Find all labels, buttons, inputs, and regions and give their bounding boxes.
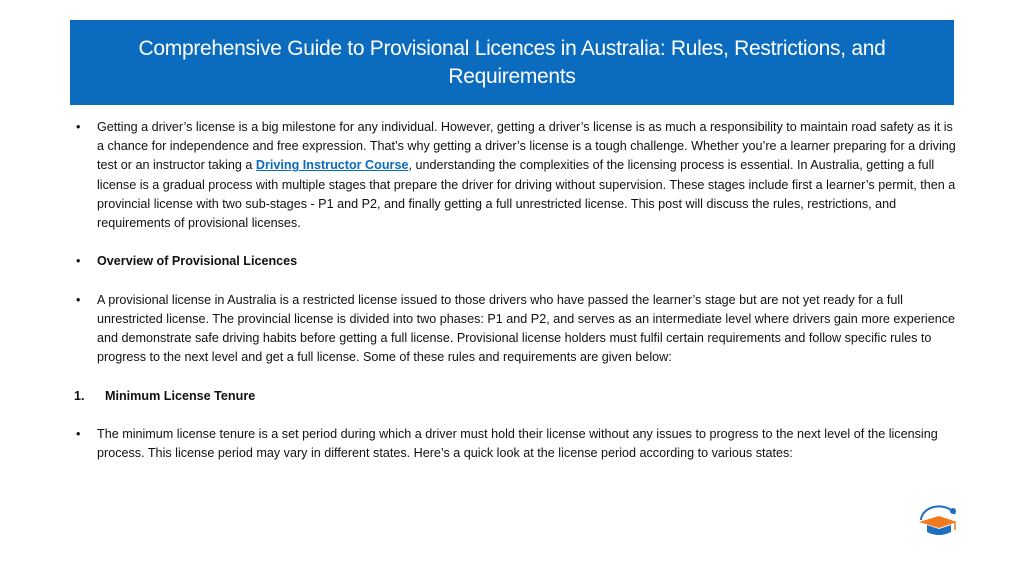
page-title: Comprehensive Guide to Provisional Licences in Australia: Rules, Restrictions, and Requirements [138, 36, 886, 88]
overview-paragraph: A provisional license in Australia is a restricted license issued to those drivers who have passed the learner’s stage but are not yet ready for a full unrestricted license. The provincial license is divided into two phases: P1 and P2, and serves as an intermediate level where drivers gain more experience and demonstrate safe driving habits before getting a full license. Provisional license holders must fulfil certain requirements and follow specific rules to progress to the next level and get a full license. Some of these rules and requirements are given below: [97, 292, 955, 365]
overview-heading: Overview of Provisional Licences [97, 254, 298, 269]
bullet-mark: • [76, 254, 81, 269]
tenure-paragraph: The minimum license tenure is a set period during which a driver must hold their license without any issues to progress to the next level of the licensing process. This license period may vary in different states. Here’s a quick look at the license period according to various states: [97, 427, 938, 461]
bullet-mark: • [76, 292, 81, 307]
document-body [76, 118, 956, 464]
graduation-cap-logo-icon [913, 498, 963, 538]
bullet-mark: • [76, 427, 81, 442]
list-item-overview [76, 291, 956, 368]
title-banner [70, 20, 954, 105]
numbered-heading [74, 387, 956, 406]
intro-paragraph: Getting a driver’s license is a big milestone for any individual. However, getting a driver’s license is as much a responsibility to maintain road safety as it is a chance for independence and free expression. That’s why getting a driver’s license is a tough challenge. Whether you’re a learner preparing for a driving test or an instructor taking a Driving Instructor Course, understanding the complexities of the licensing process is essential. In Australia, getting a full license is a gradual process with multiple stages that prepare the driver for driving without supervision. These stages include first a learner’s permit, then a provincial license with two sub-stages - P1 and P2, and finally getting a full unrestricted license. This post will discuss the rules, restrictions, and requirements of provisional licenses. [97, 120, 956, 231]
list-item-tenure [76, 425, 956, 463]
list-item-overview-heading [76, 252, 956, 271]
driving-instructor-course-link[interactable]: Driving Instructor Course [255, 158, 409, 173]
section-heading: Minimum License Tenure [105, 388, 256, 403]
section-number: 1. [74, 388, 85, 403]
bullet-mark: • [76, 120, 81, 134]
list-item-intro [76, 118, 956, 233]
